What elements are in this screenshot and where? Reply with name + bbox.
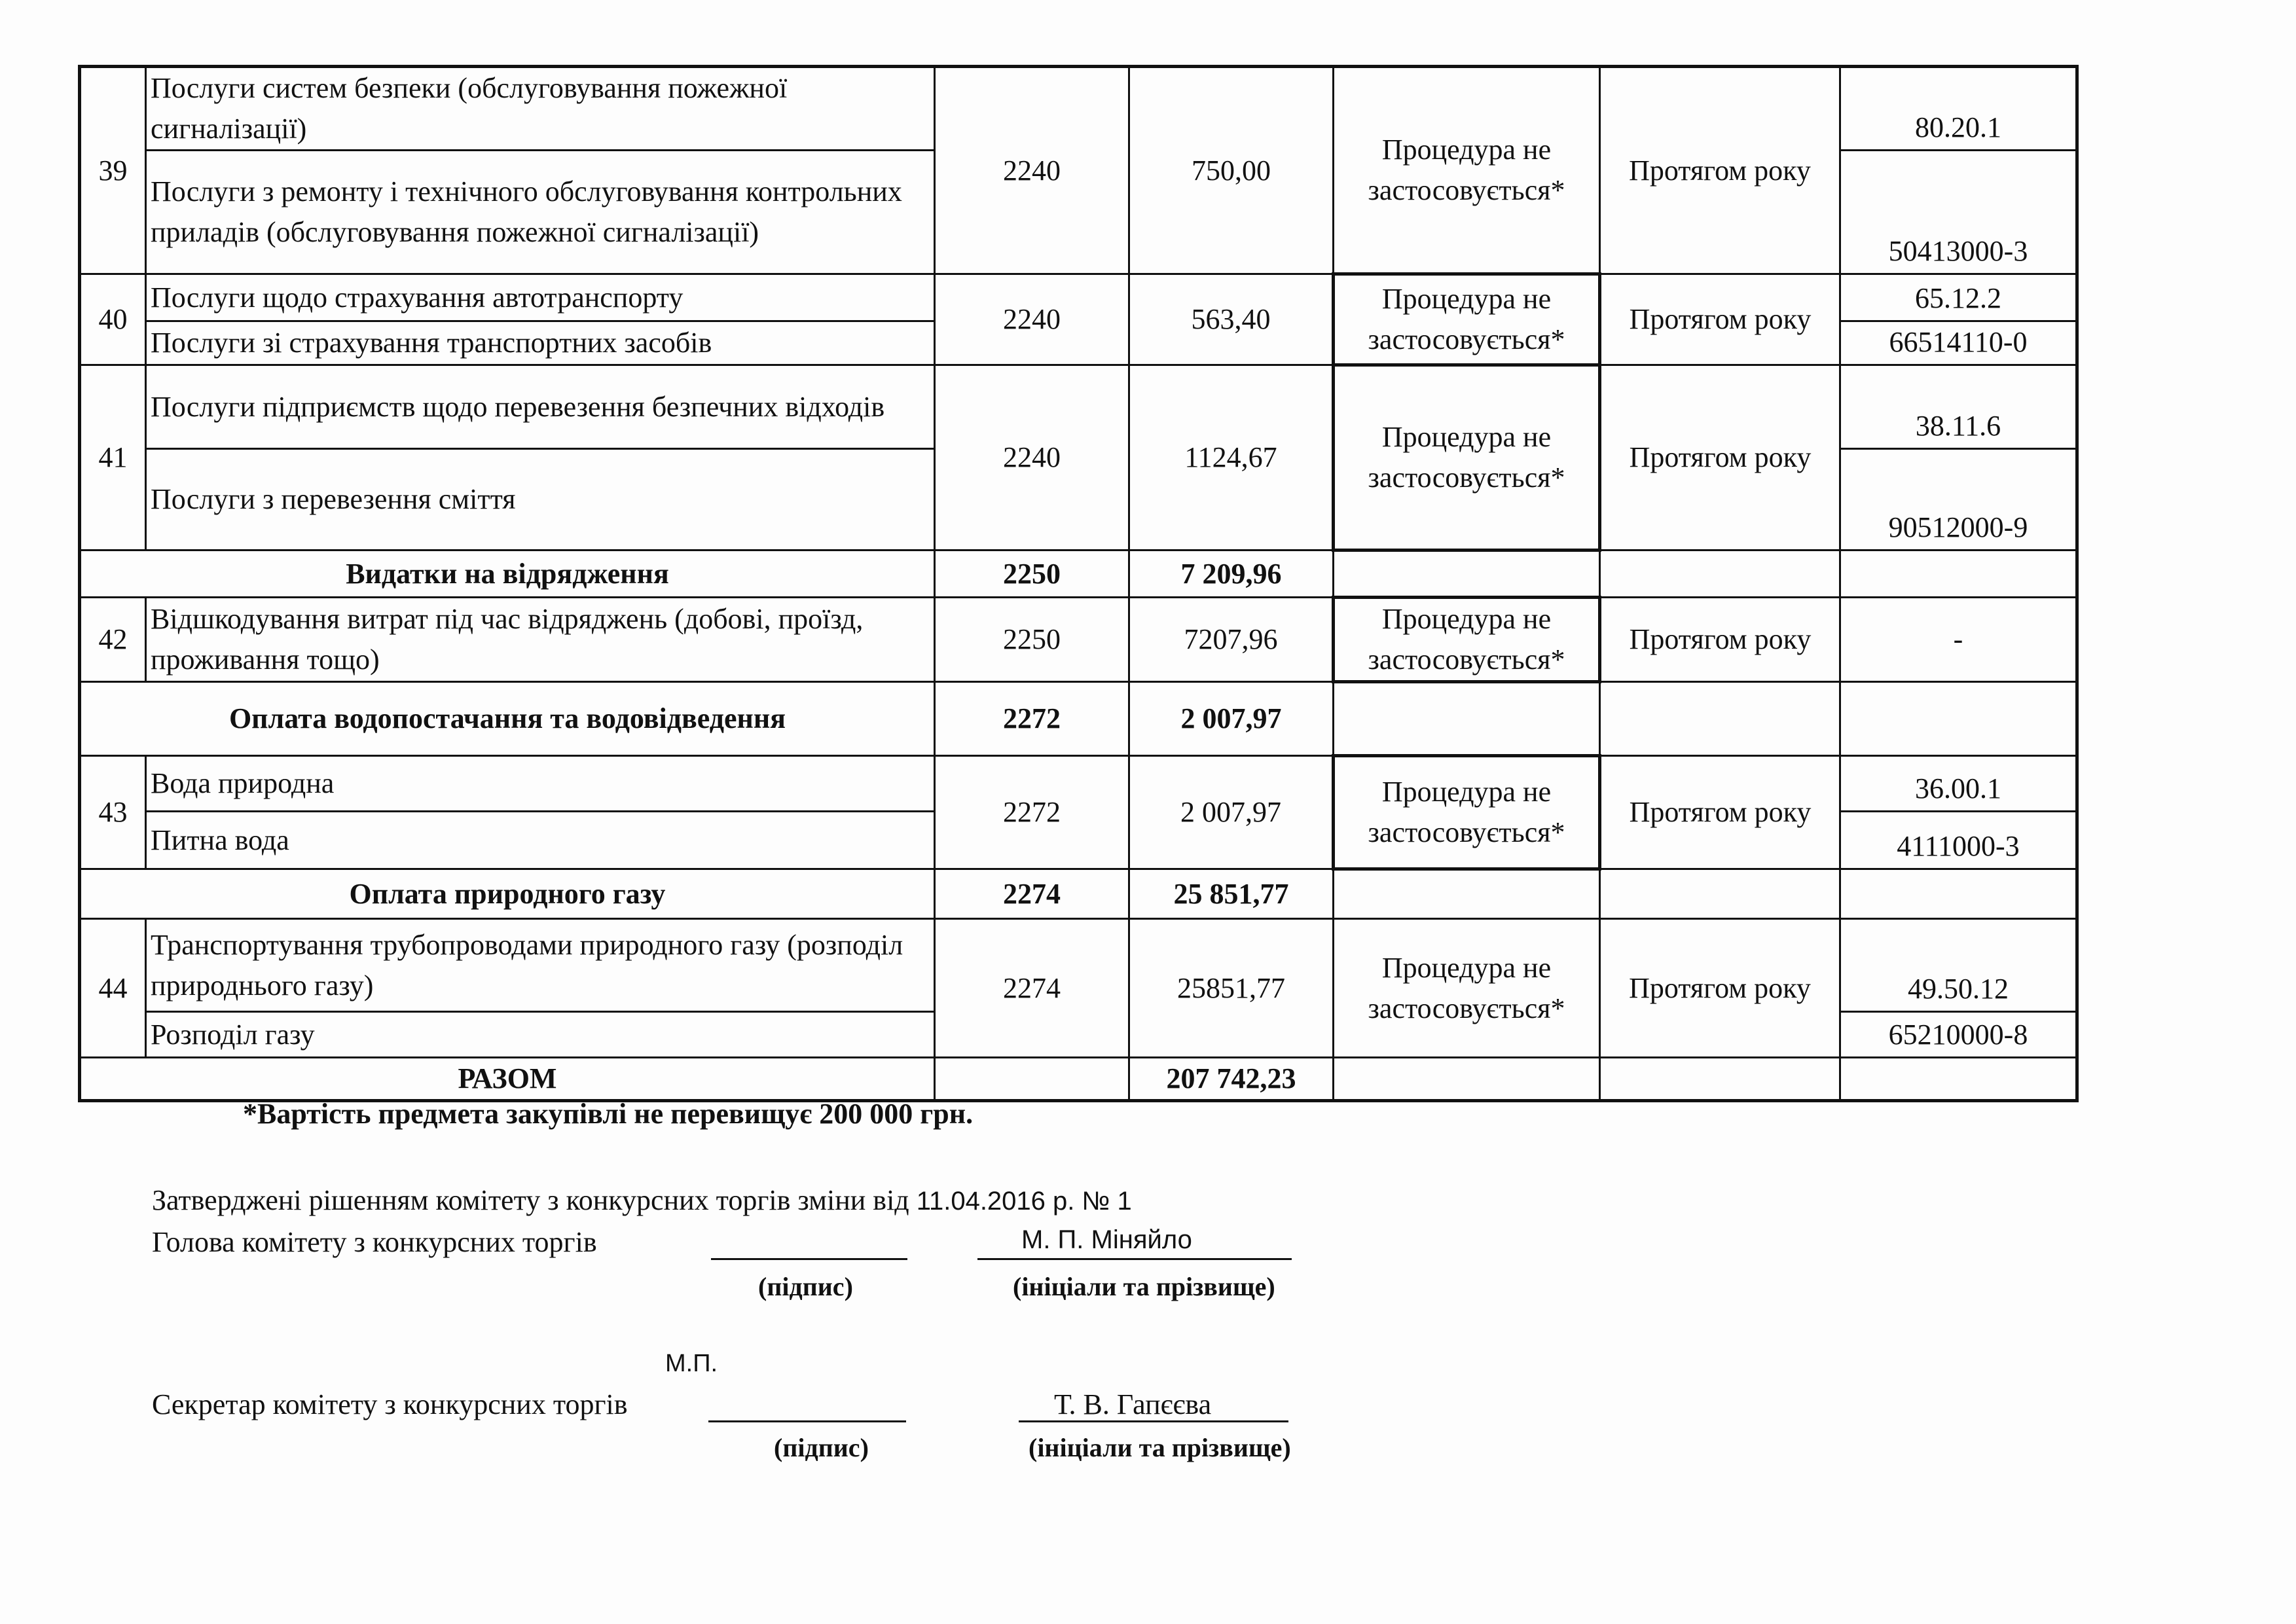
kekv-code: 2240 bbox=[935, 365, 1129, 550]
subtotal-row bbox=[80, 869, 2077, 919]
row-number: 41 bbox=[80, 365, 146, 550]
row-number: 43 bbox=[80, 756, 146, 869]
cpv-code: 50413000-3 bbox=[1840, 151, 2077, 274]
term: Протягом року bbox=[1600, 598, 1840, 682]
term: Протягом року bbox=[1600, 756, 1840, 869]
empty-cell bbox=[1840, 869, 2077, 919]
table-row bbox=[80, 365, 2077, 449]
item-name: Розподіл газу bbox=[146, 1012, 935, 1058]
item-name: Послуги з перевезення сміття bbox=[146, 449, 935, 550]
subtotal-amount: 7 209,96 bbox=[1129, 550, 1334, 598]
empty-cell bbox=[1840, 1058, 2077, 1101]
term: Протягом року bbox=[1600, 365, 1840, 550]
kekv-code: 2250 bbox=[935, 550, 1129, 598]
subtotal-label: Оплата водопостачання та водовідведення bbox=[80, 682, 935, 756]
signature-caption: (підпис) bbox=[758, 1272, 853, 1301]
procedure: Процедура не застосовується* bbox=[1334, 67, 1600, 274]
chair-label: Голова комітету з конкурсних торгів bbox=[152, 1226, 597, 1258]
cpv-code: 66514110-0 bbox=[1840, 321, 2077, 365]
item-name: Послуги щодо страхування автотранспорту bbox=[146, 274, 935, 321]
table-row bbox=[80, 756, 2077, 812]
procedure: Процедура не застосовується* bbox=[1334, 598, 1600, 682]
empty-cell bbox=[1600, 869, 1840, 919]
empty-cell bbox=[1334, 682, 1600, 756]
secretary-name: Т. В. Гапєєва bbox=[1054, 1388, 1212, 1420]
procedure: Процедура не застосовується* bbox=[1334, 365, 1600, 550]
approval-text: Затверджені рішенням комітету з конкурсних торгів зміни від bbox=[152, 1184, 909, 1216]
name-caption: (ініціали та прізвище) bbox=[1013, 1272, 1275, 1301]
item-name: Послуги систем безпеки (обслуговування пожежної сигналізації) bbox=[146, 67, 935, 151]
procedure: Процедура не застосовується* bbox=[1334, 756, 1600, 869]
empty-cell bbox=[1840, 550, 2077, 598]
amount: 7207,96 bbox=[1129, 598, 1334, 682]
empty-cell bbox=[1334, 869, 1600, 919]
secretary-label: Секретар комітету з конкурсних торгів bbox=[152, 1388, 628, 1420]
term: Протягом року bbox=[1600, 67, 1840, 274]
approval-date: 11.04.2016 р. № 1 bbox=[916, 1187, 1132, 1216]
row-number: 39 bbox=[80, 67, 146, 274]
subtotal-row bbox=[80, 682, 2077, 756]
empty-cell bbox=[1600, 1058, 1840, 1101]
amount: 25851,77 bbox=[1129, 919, 1334, 1058]
empty-cell bbox=[1334, 550, 1600, 598]
subtotal-row bbox=[80, 550, 2077, 598]
footnote: *Вартість предмета закупівлі не перевищує 200 000 грн. bbox=[243, 1098, 974, 1130]
cpv-code: 65210000-8 bbox=[1840, 1012, 2077, 1058]
secretary-signature-line bbox=[708, 1388, 906, 1422]
name-caption: (ініціали та прізвище) bbox=[1029, 1433, 1291, 1462]
item-name: Послуги підприємств щодо перевезення безпечних відходів bbox=[146, 365, 935, 449]
signature-caption: (підпис) bbox=[774, 1433, 869, 1462]
item-name: Послуги зі страхування транспортних засобів bbox=[146, 321, 935, 365]
table-row bbox=[80, 598, 2077, 682]
item-name: Вода природна bbox=[146, 756, 935, 812]
dk-code: 80.20.1 bbox=[1840, 67, 2077, 151]
row-number: 42 bbox=[80, 598, 146, 682]
stamp-placeholder: М.П. bbox=[665, 1350, 718, 1377]
amount: 563,40 bbox=[1129, 274, 1334, 365]
procurement-table bbox=[78, 65, 2079, 1102]
subtotal-label: Оплата природного газу bbox=[80, 869, 935, 919]
amount: 750,00 bbox=[1129, 67, 1334, 274]
empty-cell bbox=[1600, 550, 1840, 598]
kekv-code: 2274 bbox=[935, 869, 1129, 919]
empty-cell bbox=[1334, 1058, 1600, 1101]
kekv-code: 2250 bbox=[935, 598, 1129, 682]
item-name: Транспортування трубопроводами природного газу (розподіл природнього газу) bbox=[146, 919, 935, 1012]
item-name: Відшкодування витрат під час відряджень (добові, проїзд, проживання тощо) bbox=[146, 598, 935, 682]
item-name: Послуги з ремонту і технічного обслуговування контрольних приладів (обслуговування пожежної сигналізації) bbox=[146, 151, 935, 274]
kekv-code: 2272 bbox=[935, 682, 1129, 756]
chair-signature-line bbox=[711, 1225, 907, 1260]
approval-line bbox=[152, 1183, 1132, 1217]
procedure: Процедура не застосовується* bbox=[1334, 919, 1600, 1058]
subtotal-amount: 2 007,97 bbox=[1129, 682, 1334, 756]
kekv-code: 2240 bbox=[935, 274, 1129, 365]
empty-cell bbox=[935, 1058, 1129, 1101]
dk-code: 38.11.6 bbox=[1840, 365, 2077, 449]
total-amount: 207 742,23 bbox=[1129, 1058, 1334, 1101]
kekv-code: 2240 bbox=[935, 67, 1129, 274]
dk-code: 36.00.1 bbox=[1840, 756, 2077, 812]
term: Протягом року bbox=[1600, 919, 1840, 1058]
total-label: РАЗОМ bbox=[80, 1058, 935, 1101]
cpv-code: 90512000-9 bbox=[1840, 449, 2077, 550]
empty-cell bbox=[1840, 682, 2077, 756]
dk-code: 49.50.12 bbox=[1840, 919, 2077, 1012]
cpv-code: 4111000-3 bbox=[1840, 812, 2077, 869]
table-row bbox=[80, 67, 2077, 151]
chair-name: М. П. Міняйло bbox=[1021, 1225, 1192, 1254]
subtotal-label: Видатки на відрядження bbox=[80, 550, 935, 598]
procedure: Процедура не застосовується* bbox=[1334, 274, 1600, 365]
amount: 1124,67 bbox=[1129, 365, 1334, 550]
subtotal-amount: 25 851,77 bbox=[1129, 869, 1334, 919]
dk-code: 65.12.2 bbox=[1840, 274, 2077, 321]
table-row bbox=[80, 274, 2077, 321]
empty-cell bbox=[1600, 682, 1840, 756]
term: Протягом року bbox=[1600, 274, 1840, 365]
row-number: 40 bbox=[80, 274, 146, 365]
item-name: Питна вода bbox=[146, 812, 935, 869]
amount: 2 007,97 bbox=[1129, 756, 1334, 869]
table-row bbox=[80, 919, 2077, 1012]
dk-code: - bbox=[1840, 598, 2077, 682]
total-row bbox=[80, 1058, 2077, 1101]
row-number: 44 bbox=[80, 919, 146, 1058]
kekv-code: 2274 bbox=[935, 919, 1129, 1058]
kekv-code: 2272 bbox=[935, 756, 1129, 869]
